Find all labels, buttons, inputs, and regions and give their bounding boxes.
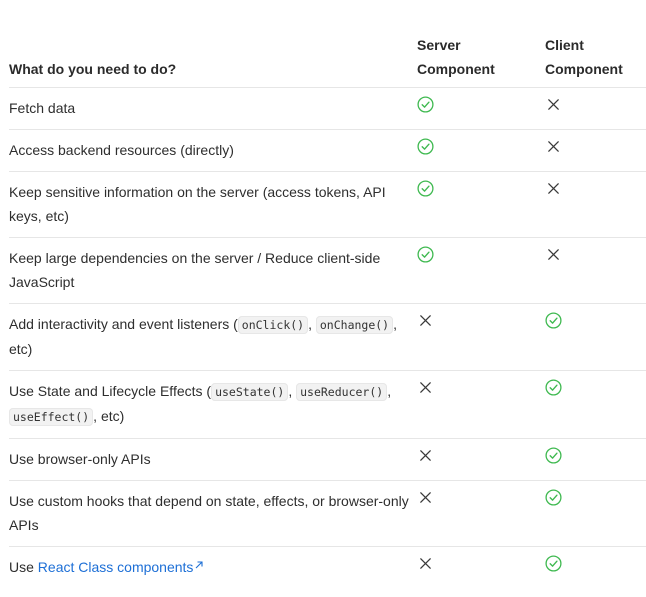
react-class-components-link[interactable] — [38, 559, 205, 575]
link-label: React Class components — [37, 559, 194, 575]
server-component-column-header: Server Component — [417, 37, 495, 77]
check-circle-icon — [417, 96, 434, 113]
task-text: Use browser-only APIs — [9, 451, 151, 467]
task-text: , — [288, 383, 297, 399]
task-text: Use — [9, 559, 38, 575]
client-component-support — [545, 238, 646, 303]
task-description — [9, 172, 417, 237]
table-row — [9, 238, 646, 304]
cross-icon — [417, 555, 434, 572]
task-text: , — [387, 383, 392, 399]
check-circle-icon — [545, 379, 562, 396]
check-circle-icon — [545, 312, 562, 329]
client-component-support — [545, 304, 646, 370]
check-circle-icon — [417, 138, 434, 155]
check-circle-icon — [545, 555, 562, 572]
table-row — [9, 130, 646, 172]
task-description — [9, 304, 417, 370]
task-text: Fetch data — [9, 100, 76, 116]
client-component-support — [545, 481, 646, 546]
task-column-header: What do you need to do? — [9, 61, 177, 77]
table-row — [9, 304, 646, 371]
task-text: , etc) — [93, 408, 125, 424]
task-text: Access backend resources (directly) — [9, 142, 234, 158]
table-row — [9, 439, 646, 481]
inline-code: useEffect() — [9, 408, 93, 426]
server-component-support — [417, 238, 545, 303]
cross-icon — [417, 489, 434, 506]
cross-icon — [417, 379, 434, 396]
task-description — [9, 439, 417, 480]
client-component-support — [545, 130, 646, 171]
check-circle-icon — [417, 180, 434, 197]
task-text: , etc) — [9, 316, 398, 357]
table-row — [9, 172, 646, 238]
cross-icon — [545, 138, 562, 155]
table-row — [9, 481, 646, 547]
task-description — [9, 238, 417, 303]
task-text: , — [308, 316, 316, 332]
client-component-support — [545, 172, 646, 237]
server-component-support — [417, 481, 545, 546]
client-component-column-header: Client Component — [545, 37, 623, 77]
client-component-support — [545, 439, 646, 480]
task-text: Add interactivity and event listeners ( — [9, 316, 238, 332]
task-description — [9, 371, 417, 438]
table-row — [9, 371, 646, 439]
server-component-support — [417, 172, 545, 237]
cross-icon — [417, 312, 434, 329]
table-row — [9, 547, 646, 588]
inline-code: onClick() — [238, 316, 308, 334]
client-component-support — [545, 547, 646, 588]
task-description — [9, 130, 417, 171]
comparison-table — [9, 31, 646, 588]
task-text: Keep sensitive information on the server (access tokens, API keys, etc) — [9, 184, 386, 224]
task-text: Keep large dependencies on the server / Reduce client-side JavaScript — [9, 250, 381, 290]
table-row — [9, 88, 646, 130]
inline-code: useReducer() — [296, 383, 387, 401]
server-component-support — [417, 439, 545, 480]
cross-icon — [545, 96, 562, 113]
task-text: Use State and Lifecycle Effects ( — [9, 383, 212, 399]
cross-icon — [545, 180, 562, 197]
check-circle-icon — [545, 489, 562, 506]
server-component-support — [417, 88, 545, 129]
client-component-support — [545, 371, 646, 438]
check-circle-icon — [545, 447, 562, 464]
task-description — [9, 547, 417, 588]
server-component-support — [417, 547, 545, 588]
task-description — [9, 88, 417, 129]
task-description — [9, 481, 417, 546]
inline-code: useState() — [211, 383, 288, 401]
server-component-support — [417, 304, 545, 370]
task-text: Use custom hooks that depend on state, effects, or browser-only APIs — [9, 493, 409, 533]
external-link-arrow-icon — [194, 560, 204, 570]
server-component-support — [417, 130, 545, 171]
server-component-support — [417, 371, 545, 438]
check-circle-icon — [417, 246, 434, 263]
client-component-support — [545, 88, 646, 129]
inline-code: onChange() — [316, 316, 393, 334]
cross-icon — [417, 447, 434, 464]
cross-icon — [545, 246, 562, 263]
table-header-row — [9, 31, 646, 88]
